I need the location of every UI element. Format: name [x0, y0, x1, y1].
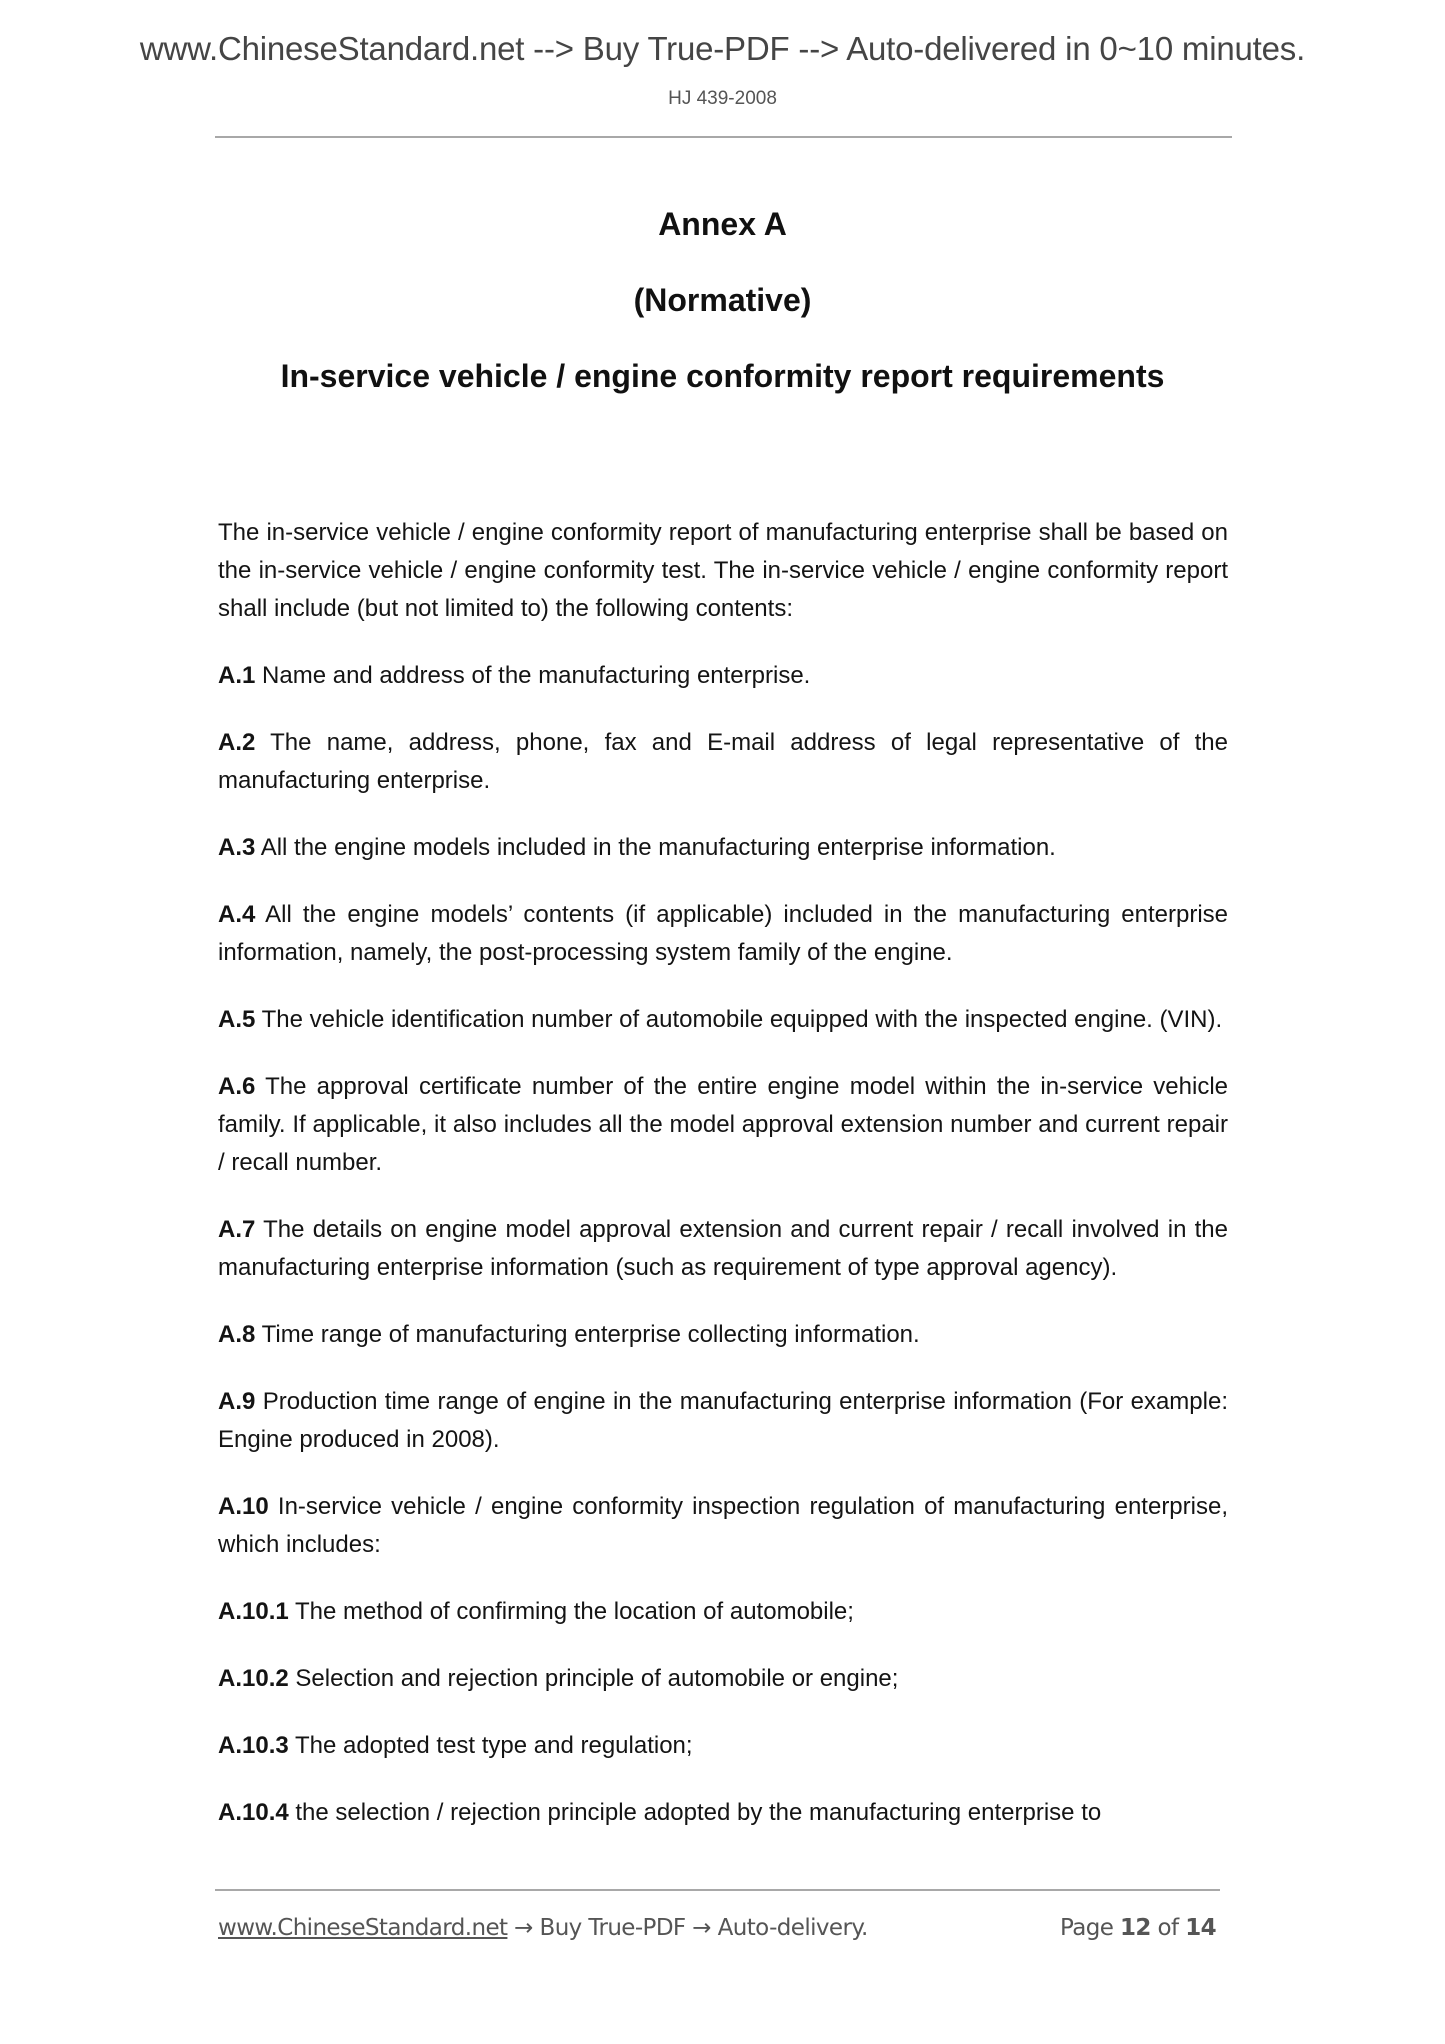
intro-paragraph: The in-service vehicle / engine conformity report of manufacturing enterprise shall be based on the in-service vehicle / engine conformity test. The in-service vehicle / engine conformity report shall include (but not limited to) the following contents: [218, 519, 1228, 622]
page-label: Page [1059, 1915, 1120, 1941]
clause-text: The vehicle identification number of automobile equipped with the inspected engine. (VIN). [255, 1006, 1223, 1033]
clause-text: Name and address of the manufacturing enterprise. [255, 662, 811, 689]
clause-number: A.4 [218, 901, 256, 928]
clause-text: the selection / rejection principle adopted by the manufacturing enterprise to [288, 1799, 1102, 1826]
footer-site-link[interactable]: www.ChineseStandard.net [218, 1915, 508, 1941]
clause-number: A.10 [218, 1493, 269, 1520]
clause-text: Time range of manufacturing enterprise collecting information. [255, 1321, 920, 1348]
subclause [218, 1593, 1228, 1631]
clause-number: A.10.3 [218, 1732, 289, 1759]
clause [218, 896, 1228, 972]
clause [218, 829, 1228, 867]
clause-number: A.7 [218, 1216, 256, 1243]
header-divider [215, 136, 1232, 138]
clause-text: All the engine models’ contents (if applicable) included in the manufacturing enterprise information, namely, the post-processing system family of the engine. [218, 901, 1228, 966]
subclause [218, 1794, 1228, 1832]
page-current: 12 [1119, 1915, 1151, 1941]
clause-number: A.8 [218, 1321, 256, 1348]
of-label: of [1150, 1915, 1186, 1941]
clause [218, 1001, 1228, 1039]
clause-text: The method of confirming the location of automobile; [288, 1598, 854, 1625]
clause [218, 1316, 1228, 1354]
clause-text: The adopted test type and regulation; [288, 1732, 693, 1759]
subclause [218, 1660, 1228, 1698]
clause [218, 1211, 1228, 1287]
clause-text: Selection and rejection principle of automobile or engine; [288, 1665, 899, 1692]
clause-number: A.6 [218, 1073, 256, 1100]
clause-number: A.10.4 [218, 1799, 289, 1826]
clause-number: A.10.1 [218, 1598, 289, 1625]
clause [218, 1068, 1228, 1182]
clause-number: A.9 [218, 1388, 256, 1415]
clause [218, 724, 1228, 800]
footer-divider [215, 1889, 1220, 1891]
clause [218, 1488, 1228, 1564]
clause-text: The name, address, phone, fax and E-mail address of legal representative of the manufacturing enterprise. [218, 729, 1228, 794]
clause-text: The details on engine model approval extension and current repair / recall involved in the manufacturing enterprise information (such as requirement of type approval agency). [218, 1216, 1228, 1281]
clause [218, 657, 1228, 695]
annex-type: (Normative) [633, 282, 812, 318]
clause-text: Production time range of engine in the manufacturing enterprise information (For example: Engine produced in 2008). [218, 1388, 1228, 1453]
annex-heading: In-service vehicle / engine conformity report requirements [280, 358, 1165, 394]
subclause [218, 1727, 1228, 1765]
clause-text: All the engine models included in the manufacturing enterprise information. [255, 834, 1056, 861]
clause-text: The approval certificate number of the entire engine model within the in-service vehicle family. If applicable, it also includes all the model approval extension number and current repair / recall number. [218, 1073, 1228, 1176]
clause [218, 1383, 1228, 1459]
clause-number: A.5 [218, 1006, 256, 1033]
clause-number: A.2 [218, 729, 256, 756]
page-footer [218, 1915, 1216, 1941]
footer-promo [218, 1915, 868, 1941]
clause-number: A.3 [218, 834, 256, 861]
document-code: HJ 439-2008 [668, 88, 777, 109]
clause-text: In-service vehicle / engine conformity inspection regulation of manufacturing enterprise, which includes: [218, 1493, 1228, 1558]
document-body [218, 514, 1228, 1861]
header-banner: www.ChineseStandard.net --> Buy True-PDF --> Auto-delivered in 0~10 minutes. [139, 30, 1306, 67]
page-total: 14 [1185, 1915, 1216, 1941]
page-indicator [1060, 1915, 1216, 1941]
clause-number: A.1 [218, 662, 256, 689]
annex-title: Annex A [658, 206, 787, 242]
footer-promo-text: → Buy True-PDF → Auto-delivery. [507, 1915, 868, 1941]
clause-number: A.10.2 [218, 1665, 289, 1692]
